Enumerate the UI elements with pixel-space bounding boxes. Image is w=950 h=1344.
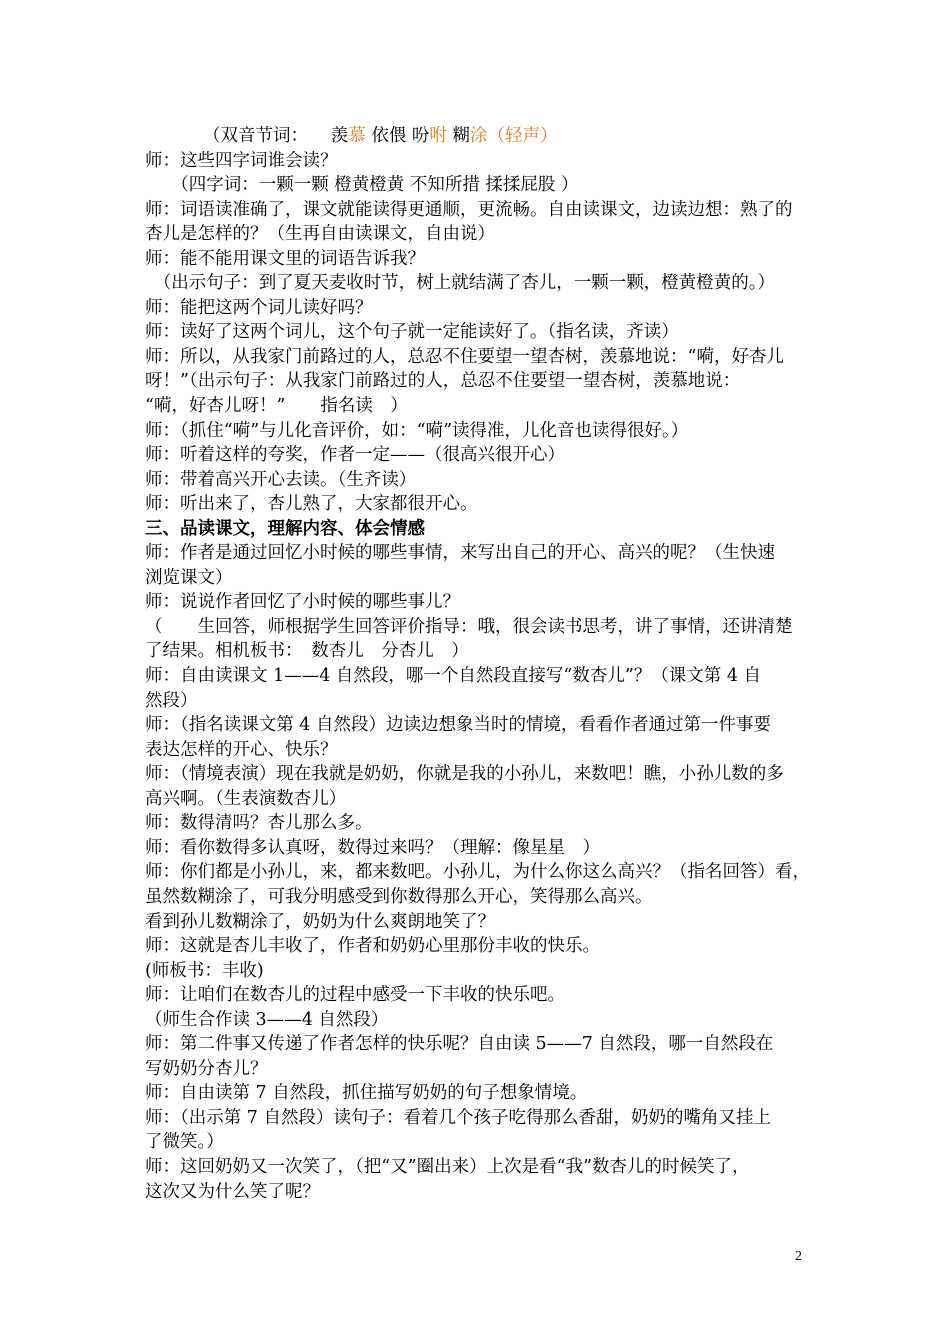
text-line: 师：自由读课文 1——4 自然段，哪一个自然段直接写“数杏儿”？（课文第 4 自 — [145, 666, 762, 687]
text-line: 师：能不能用课文里的词语告诉我？ — [145, 248, 425, 269]
text-line: 杏儿是怎样的？（生再自由读课文，自由说） — [145, 224, 495, 245]
text-line: 师：（出示第 7 自然段）读句子：看着几个孩子吃得那么香甜，奶奶的嘴角又挂上 — [145, 1107, 772, 1128]
text-line: 写奶奶分杏儿？ — [145, 1058, 268, 1079]
vocab-line — [145, 124, 815, 149]
document-body — [145, 124, 815, 1204]
text-line: 虽然数糊涂了，可我分明感受到你数得那么开心，笑得那么高兴。 — [145, 886, 653, 907]
text-line: 师：说说作者回忆了小时候的哪些事儿？ — [145, 592, 460, 613]
text-line: 师：你们都是小孙儿，来，都来数吧。小孙儿，为什么你这么高兴？（指名回答）看， — [145, 862, 810, 883]
text-line: 师：第二件事又传递了作者怎样的快乐呢？自由读 5——7 自然段，哪一自然段在 — [145, 1034, 774, 1055]
text-line: 看到孙儿数糊涂了，奶奶为什么爽朗地笑了？ — [145, 911, 495, 932]
text-line: 师：听着这样的夸奖，作者一定——（很高兴很开心） — [145, 445, 565, 466]
text-line: 师：看你数得多认真呀，数得过来吗？（理解：像星星 ） — [145, 837, 600, 858]
text-line: 这次又为什么笑了呢？ — [145, 1181, 320, 1202]
text-line: 然段） — [145, 690, 198, 711]
page-number: 2 — [795, 1249, 802, 1264]
text-line: “嗬，好杏儿呀！” 指名读 ） — [145, 396, 408, 417]
text-line: 浏览课文） — [145, 567, 233, 588]
text-line: 师：（抓住“嗬”与儿化音评价，如：“嗬”读得准，儿化音也读得很好。） — [145, 420, 689, 441]
text-line: （四字词：一颗一颗 橙黄橙黄 不知所措 揉揉屁股 ） — [145, 175, 579, 196]
section-heading: 三、品读课文，理解内容、体会情感 — [145, 518, 425, 539]
text-line: 师：这些四字词谁会读？ — [145, 150, 338, 171]
text-line: （出示句子：到了夏天麦收时节，树上就结满了杏儿，一颗一颗，橙黄橙黄的。） — [145, 273, 775, 294]
text-line: 师：（情境表演）现在我就是奶奶，你就是我的小孙儿，来数吧！瞧，小孙儿数的多 — [145, 764, 784, 785]
text-line: 师：（指名读课文第 4 自然段）边读边想象当时的情境，看看作者通过第一件事要 — [145, 715, 772, 736]
vocab-prefix: （双音节词： — [203, 126, 317, 146]
vocab-word-2: 依偎 — [371, 126, 407, 146]
text-line: 师：作者是通过回忆小时候的哪些事情，来写出自己的开心、高兴的呢？（生快速 — [145, 543, 775, 564]
text-line: 师：能把这两个词儿读好吗？ — [145, 297, 373, 318]
text-line: 师：这回奶奶又一次笑了，（把“又”圈出来）上次是看“我”数杏儿的时候笑了， — [145, 1156, 750, 1177]
text-line: 师：读好了这两个词儿，这个句子就一定能读好了。（指名读，齐读） — [145, 322, 679, 343]
text-line: 高兴啊。（生表演数杏儿） — [145, 788, 347, 809]
vocab-word-4: 糊涂（轻声） — [452, 126, 558, 146]
text-line: 师：词语读准确了，课文就能读得更通顺，更流畅。自由读课文，边读边想：熟了的 — [145, 199, 793, 220]
vocab-word-3: 吩咐 — [411, 126, 447, 146]
text-line: 师：让咱们在数杏儿的过程中感受一下丰收的快乐吧。 — [145, 985, 565, 1006]
text-line: 师：所以，从我家门前路过的人，总忍不住要望一望杏树，羡慕地说：“嗬，好杏儿 — [145, 346, 784, 367]
text-line: 师：数得清吗？杏儿那么多。 — [145, 813, 373, 834]
text-line: 师：带着高兴开心去读。（生齐读） — [145, 469, 417, 490]
text-line: 了结果。相机板书： 数杏儿 分杏儿 ） — [145, 641, 469, 662]
text-line: 呀！”（出示句子：从我家门前路过的人，总忍不住要望一望杏树，羡慕地说： — [145, 371, 741, 392]
text-line: 了微笑。） — [145, 1132, 224, 1153]
text-line: 师：这就是杏儿丰收了，作者和奶奶心里那份丰收的快乐。 — [145, 936, 600, 957]
text-line: 表达怎样的开心、快乐？ — [145, 739, 338, 760]
text-line: （师生合作读 3——4 自然段） — [145, 1009, 389, 1030]
text-line: 师：听出来了，杏儿熟了，大家都很开心。 — [145, 494, 478, 515]
text-line: (师板书：丰收) — [145, 960, 264, 981]
text-line: 师：自由读第 7 自然段，抓住描写奶奶的句子想象情境。 — [145, 1083, 588, 1104]
text-line: （ 生回答，师根据学生回答评价指导：哦，很会读书思考，讲了事情，还讲清楚 — [145, 616, 793, 637]
vocab-word-1: 羡慕 — [330, 126, 366, 146]
